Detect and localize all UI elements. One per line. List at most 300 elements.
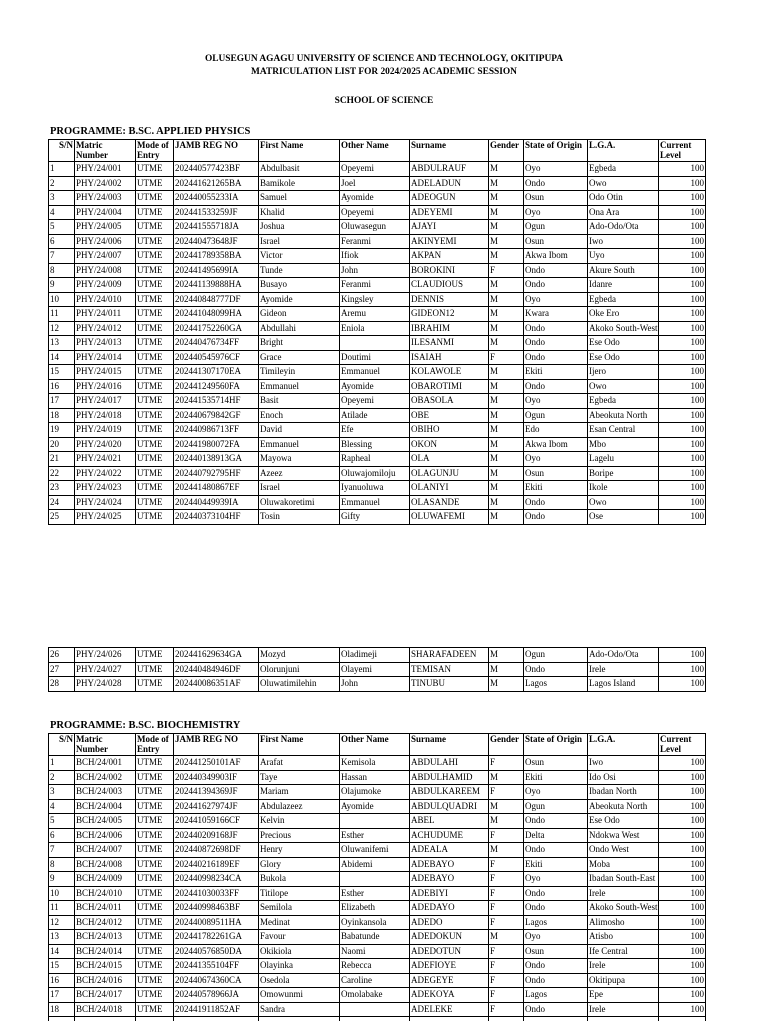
table-cell: Naomi	[340, 944, 410, 959]
table-cell: Oyo	[524, 930, 588, 945]
table-row	[49, 988, 706, 1003]
table-cell: M	[489, 770, 524, 785]
column-header: Surname	[410, 734, 489, 756]
table-cell: 23	[49, 481, 75, 496]
table-cell: Ado-Odo/Ota	[588, 220, 659, 235]
table-cell: Ado-Odo/Ota	[588, 648, 659, 663]
table-cell: UTME	[136, 872, 174, 887]
table-cell: 20	[49, 437, 75, 452]
table-cell: TEMISAN	[410, 662, 489, 677]
table-cell: ADEBIYI	[410, 886, 489, 901]
table-cell: Kingsley	[340, 292, 410, 307]
table-cell: ADEYEMI	[410, 205, 489, 220]
table-cell	[49, 1017, 75, 1022]
table-cell: Sandra	[259, 1002, 340, 1017]
table-cell: Ese Odo	[588, 814, 659, 829]
table-row	[49, 799, 706, 814]
table-row	[49, 292, 706, 307]
table-cell: Ekiti	[524, 857, 588, 872]
table-cell: Ekiti	[524, 365, 588, 380]
column-header: Mode of Entry	[136, 734, 174, 756]
table-cell: 4	[49, 799, 75, 814]
table-cell: Alimosho	[588, 915, 659, 930]
table-cell: 100	[659, 915, 706, 930]
table-cell: Mbo	[588, 437, 659, 452]
table-cell: Owo	[588, 379, 659, 394]
table-cell: 202441355104FF	[174, 959, 259, 974]
table-cell: PHY/24/002	[75, 176, 136, 191]
table-cell: UTME	[136, 930, 174, 945]
table-cell: 202440473648JF	[174, 234, 259, 249]
table-cell: Aremu	[340, 307, 410, 322]
table-cell: F	[489, 785, 524, 800]
table-row	[49, 785, 706, 800]
table-cell: Akwa Ibom	[524, 249, 588, 264]
table-cell: Blessing	[340, 437, 410, 452]
table-row	[49, 350, 706, 365]
table-cell: Ondo	[524, 959, 588, 974]
table-cell: UTME	[136, 336, 174, 351]
table-cell: Ese Odo	[588, 350, 659, 365]
table-row	[49, 423, 706, 438]
table-cell	[659, 1017, 706, 1022]
table-cell	[410, 1017, 489, 1022]
table-row	[49, 662, 706, 677]
table-cell: UTME	[136, 365, 174, 380]
table-cell: UTME	[136, 307, 174, 322]
table-cell: SHARAFADEEN	[410, 648, 489, 663]
table-cell: 6	[49, 234, 75, 249]
table-cell: 100	[659, 648, 706, 663]
table-cell: Ogun	[524, 408, 588, 423]
table-cell: 100	[659, 988, 706, 1003]
column-header: Matric Number	[75, 734, 136, 756]
table-cell: 100	[659, 379, 706, 394]
table-cell: Feranmi	[340, 234, 410, 249]
table-row	[49, 466, 706, 481]
table-cell: Ondo	[524, 176, 588, 191]
table-cell: Uyo	[588, 249, 659, 264]
table-cell: Favour	[259, 930, 340, 945]
table-cell: Ayomide	[340, 191, 410, 206]
table-cell: Ifiok	[340, 249, 410, 264]
table-cell: Emmanuel	[259, 437, 340, 452]
table-cell: 202441782261GA	[174, 930, 259, 945]
table-cell: Ondo	[524, 1002, 588, 1017]
table-cell: ADEOGUN	[410, 191, 489, 206]
table-cell: 9	[49, 278, 75, 293]
table-cell: Babatunde	[340, 930, 410, 945]
table-cell: ADEALA	[410, 843, 489, 858]
table-cell: Oyo	[524, 394, 588, 409]
table-cell: M	[489, 510, 524, 525]
table-cell: 5	[49, 220, 75, 235]
table-cell: Ondo	[524, 336, 588, 351]
table-cell: Gifty	[340, 510, 410, 525]
table-cell: Edo	[524, 423, 588, 438]
table-cell: 2	[49, 770, 75, 785]
table-cell: M	[489, 423, 524, 438]
table-cell: ADEFIOYE	[410, 959, 489, 974]
table-cell: ILESANMI	[410, 336, 489, 351]
table-cell: 14	[49, 944, 75, 959]
column-header: Gender	[489, 734, 524, 756]
table-cell: M	[489, 466, 524, 481]
table-cell: 202440578966JA	[174, 988, 259, 1003]
table-cell: M	[489, 799, 524, 814]
table-cell: Ibadan North	[588, 785, 659, 800]
table-cell: Eniola	[340, 321, 410, 336]
table-cell: 202441139888HA	[174, 278, 259, 293]
table-cell: 10	[49, 292, 75, 307]
table-row	[49, 843, 706, 858]
table-cell: 202441048099HA	[174, 307, 259, 322]
table-cell: ABDULRAUF	[410, 162, 489, 177]
table-cell: PHY/24/017	[75, 394, 136, 409]
table-cell: UTME	[136, 176, 174, 191]
table-cell: Ogun	[524, 648, 588, 663]
table-cell: UTME	[136, 770, 174, 785]
table-cell: Ondo	[524, 973, 588, 988]
table-cell: Oluwatimilehin	[259, 677, 340, 692]
table-cell: PHY/24/016	[75, 379, 136, 394]
table-cell: Oyo	[524, 785, 588, 800]
table-cell: Ondo	[524, 662, 588, 677]
table-cell: UTME	[136, 756, 174, 771]
table-row	[49, 176, 706, 191]
table-cell: 202440349903IF	[174, 770, 259, 785]
table-cell: Azeez	[259, 466, 340, 481]
table-row	[49, 394, 706, 409]
table-cell: Okikiola	[259, 944, 340, 959]
table-cell: UTME	[136, 973, 174, 988]
table-cell: 100	[659, 205, 706, 220]
table-cell: 1	[49, 756, 75, 771]
table-cell: UTME	[136, 249, 174, 264]
table-row	[49, 408, 706, 423]
table-cell: John	[340, 263, 410, 278]
table-cell: UTME	[136, 408, 174, 423]
table-cell: Ife Central	[588, 944, 659, 959]
table-cell: KOLAWOLE	[410, 365, 489, 380]
table-row	[49, 944, 706, 959]
table-cell: 202440484946DF	[174, 662, 259, 677]
table-cell: 21	[49, 452, 75, 467]
table-cell: PHY/24/021	[75, 452, 136, 467]
table-cell: 12	[49, 321, 75, 336]
table-cell: 100	[659, 263, 706, 278]
table-cell: Basit	[259, 394, 340, 409]
table-cell: Osun	[524, 944, 588, 959]
table-cell: 100	[659, 191, 706, 206]
table-row	[49, 915, 706, 930]
table-cell: 202440373104HF	[174, 510, 259, 525]
table-cell: UTME	[136, 162, 174, 177]
table-cell: BCH/24/011	[75, 901, 136, 916]
table-cell: Esther	[340, 828, 410, 843]
table-cell: 24	[49, 495, 75, 510]
table-cell: 100	[659, 336, 706, 351]
table-cell: M	[489, 336, 524, 351]
table-header-row	[49, 140, 706, 162]
table-row	[49, 379, 706, 394]
table-cell: UTME	[136, 510, 174, 525]
table-cell: 100	[659, 1002, 706, 1017]
table-cell: M	[489, 408, 524, 423]
table-cell	[340, 1017, 410, 1022]
table-cell: ACHUDUME	[410, 828, 489, 843]
table-cell: 202440792795HF	[174, 466, 259, 481]
table-cell: TINUBU	[410, 677, 489, 692]
table-row	[49, 677, 706, 692]
column-header: State of Origin	[524, 734, 588, 756]
table-cell: Omowunmi	[259, 988, 340, 1003]
table-cell: PHY/24/004	[75, 205, 136, 220]
table-cell: 28	[49, 677, 75, 692]
table-cell: AKINYEMI	[410, 234, 489, 249]
table-cell: 202440998234CA	[174, 872, 259, 887]
table-row	[49, 191, 706, 206]
table-cell: CLAUDIOUS	[410, 278, 489, 293]
table-cell: 27	[49, 662, 75, 677]
table-cell: UTME	[136, 662, 174, 677]
table-cell: 202441394369JF	[174, 785, 259, 800]
table-cell: Lagos	[524, 915, 588, 930]
table-cell: 100	[659, 959, 706, 974]
physics-table-continued	[48, 647, 706, 692]
table-row	[49, 510, 706, 525]
table-cell: 100	[659, 901, 706, 916]
table-cell: Busayo	[259, 278, 340, 293]
table-cell: 100	[659, 872, 706, 887]
table-cell: PHY/24/028	[75, 677, 136, 692]
table-cell: 100	[659, 234, 706, 249]
table-row	[49, 901, 706, 916]
table-cell: UTME	[136, 466, 174, 481]
programme-title-biochemistry: PROGRAMME: B.SC. BIOCHEMISTRY	[50, 720, 241, 731]
table-cell: F	[489, 959, 524, 974]
table-cell: BCH/24/008	[75, 857, 136, 872]
table-cell: UTME	[136, 843, 174, 858]
table-cell: Ondo	[524, 379, 588, 394]
table-cell: Ondo	[524, 495, 588, 510]
table-cell: M	[489, 162, 524, 177]
table-cell: 202440848777DF	[174, 292, 259, 307]
column-header: First Name	[259, 734, 340, 756]
table-cell: Khalid	[259, 205, 340, 220]
table-row	[49, 220, 706, 235]
table-cell: 22	[49, 466, 75, 481]
table-cell: F	[489, 857, 524, 872]
table-cell: UTME	[136, 959, 174, 974]
table-cell: Moba	[588, 857, 659, 872]
table-cell: OBAROTIMI	[410, 379, 489, 394]
table-cell: Idanre	[588, 278, 659, 293]
table-cell: 13	[49, 930, 75, 945]
table-cell: BCH/24/007	[75, 843, 136, 858]
table-cell: IBRAHIM	[410, 321, 489, 336]
table-cell: PHY/24/019	[75, 423, 136, 438]
table-cell: Bukola	[259, 872, 340, 887]
table-cell: Samuel	[259, 191, 340, 206]
table-row	[49, 959, 706, 974]
table-cell: 100	[659, 292, 706, 307]
table-cell: UTME	[136, 495, 174, 510]
table-cell: Precious	[259, 828, 340, 843]
table-row	[49, 336, 706, 351]
table-cell: John	[340, 677, 410, 692]
table-cell: 202441535714HF	[174, 394, 259, 409]
table-cell: 100	[659, 452, 706, 467]
table-cell: 10	[49, 886, 75, 901]
table-row	[49, 307, 706, 322]
table-cell: 26	[49, 648, 75, 663]
table-cell: Oyinkansola	[340, 915, 410, 930]
table-cell: OKON	[410, 437, 489, 452]
table-cell: 100	[659, 886, 706, 901]
table-cell	[75, 1017, 136, 1022]
table-cell: ADEKOYA	[410, 988, 489, 1003]
table-cell: PHY/24/023	[75, 481, 136, 496]
table-cell	[489, 1017, 524, 1022]
table-cell: Ondo	[524, 278, 588, 293]
table-row	[49, 930, 706, 945]
table-cell: ABDULKAREEM	[410, 785, 489, 800]
table-cell: PHY/24/009	[75, 278, 136, 293]
table-cell: Akwa Ibom	[524, 437, 588, 452]
column-header: Surname	[410, 140, 489, 162]
table-cell: Joel	[340, 176, 410, 191]
table-cell: 202441752260GA	[174, 321, 259, 336]
table-cell	[340, 1002, 410, 1017]
table-cell: F	[489, 1002, 524, 1017]
table-cell: Feranmi	[340, 278, 410, 293]
table-cell: 100	[659, 756, 706, 771]
table-cell: Osun	[524, 234, 588, 249]
table-cell: 100	[659, 176, 706, 191]
table-cell: Mozyd	[259, 648, 340, 663]
table-cell: Owo	[588, 495, 659, 510]
table-cell: M	[489, 930, 524, 945]
table-cell: 100	[659, 510, 706, 525]
table-cell: BCH/24/002	[75, 770, 136, 785]
table-cell: 15	[49, 959, 75, 974]
table-cell: BCH/24/006	[75, 828, 136, 843]
table-cell: Lagos	[524, 988, 588, 1003]
table-cell: Egbeda	[588, 162, 659, 177]
column-header: L.G.A.	[588, 140, 659, 162]
table-cell: M	[489, 249, 524, 264]
table-cell: Lagelu	[588, 452, 659, 467]
table-cell: Ese Odo	[588, 336, 659, 351]
column-header: JAMB REG NO	[174, 140, 259, 162]
table-cell: UTME	[136, 886, 174, 901]
table-cell: 6	[49, 828, 75, 843]
table-cell: BCH/24/016	[75, 973, 136, 988]
table-cell: M	[489, 379, 524, 394]
table-cell: Olayemi	[340, 662, 410, 677]
table-cell: ABDULAHI	[410, 756, 489, 771]
table-cell: Irele	[588, 886, 659, 901]
table-cell: 202441533259JF	[174, 205, 259, 220]
table-cell: BCH/24/010	[75, 886, 136, 901]
table-cell: Abdulbasit	[259, 162, 340, 177]
table-cell: Glory	[259, 857, 340, 872]
table-cell: ABDULHAMID	[410, 770, 489, 785]
table-cell: Hassan	[340, 770, 410, 785]
table-cell: Oluwasegun	[340, 220, 410, 235]
table-cell: ABEL	[410, 814, 489, 829]
table-cell: Osun	[524, 756, 588, 771]
table-cell: Opeyemi	[340, 394, 410, 409]
table-cell: Ibadan South-East	[588, 872, 659, 887]
table-cell: 100	[659, 350, 706, 365]
table-cell: BCH/24/018	[75, 1002, 136, 1017]
table-cell: 12	[49, 915, 75, 930]
physics-table	[48, 139, 706, 525]
table-cell: 11	[49, 307, 75, 322]
table-cell: 202441030033FF	[174, 886, 259, 901]
table-cell: 100	[659, 408, 706, 423]
table-cell: David	[259, 423, 340, 438]
table-cell: UTME	[136, 814, 174, 829]
table-cell: Elizabeth	[340, 901, 410, 916]
table-cell: Efe	[340, 423, 410, 438]
table-cell: Oyo	[524, 205, 588, 220]
table-cell: 100	[659, 857, 706, 872]
table-row	[49, 648, 706, 663]
table-cell: M	[489, 843, 524, 858]
table-cell: Okitipupa	[588, 973, 659, 988]
table-row	[49, 249, 706, 264]
table-cell: Ondo	[524, 321, 588, 336]
table-cell: Ogun	[524, 220, 588, 235]
table-cell: 202440209168JF	[174, 828, 259, 843]
table-cell: PHY/24/013	[75, 336, 136, 351]
table-cell: PHY/24/027	[75, 662, 136, 677]
table-row	[49, 437, 706, 452]
table-cell: ADEDOTUN	[410, 944, 489, 959]
table-cell: M	[489, 234, 524, 249]
table-cell: 100	[659, 930, 706, 945]
table-cell: 202440576850DA	[174, 944, 259, 959]
table-cell: Enoch	[259, 408, 340, 423]
table-cell: Oyo	[524, 292, 588, 307]
table-cell: PHY/24/011	[75, 307, 136, 322]
table-header-row	[49, 734, 706, 756]
column-header: S/N	[49, 140, 75, 162]
table-cell: 100	[659, 828, 706, 843]
column-header: Mode of Entry	[136, 140, 174, 162]
table-cell: 202440872698DF	[174, 843, 259, 858]
table-cell: 7	[49, 249, 75, 264]
table-cell: PHY/24/012	[75, 321, 136, 336]
table-cell: 202441250101AF	[174, 756, 259, 771]
table-cell: 202440216189EF	[174, 857, 259, 872]
table-cell: F	[489, 915, 524, 930]
table-cell: 100	[659, 423, 706, 438]
table-cell: UTME	[136, 350, 174, 365]
table-cell: GIDEON12	[410, 307, 489, 322]
table-cell: Medinat	[259, 915, 340, 930]
table-cell: OLAGUNJU	[410, 466, 489, 481]
table-cell: PHY/24/020	[75, 437, 136, 452]
table-cell: M	[489, 292, 524, 307]
table-cell: UTME	[136, 234, 174, 249]
table-cell: 202440674360CA	[174, 973, 259, 988]
table-cell: Oyo	[524, 162, 588, 177]
table-cell: UTME	[136, 944, 174, 959]
